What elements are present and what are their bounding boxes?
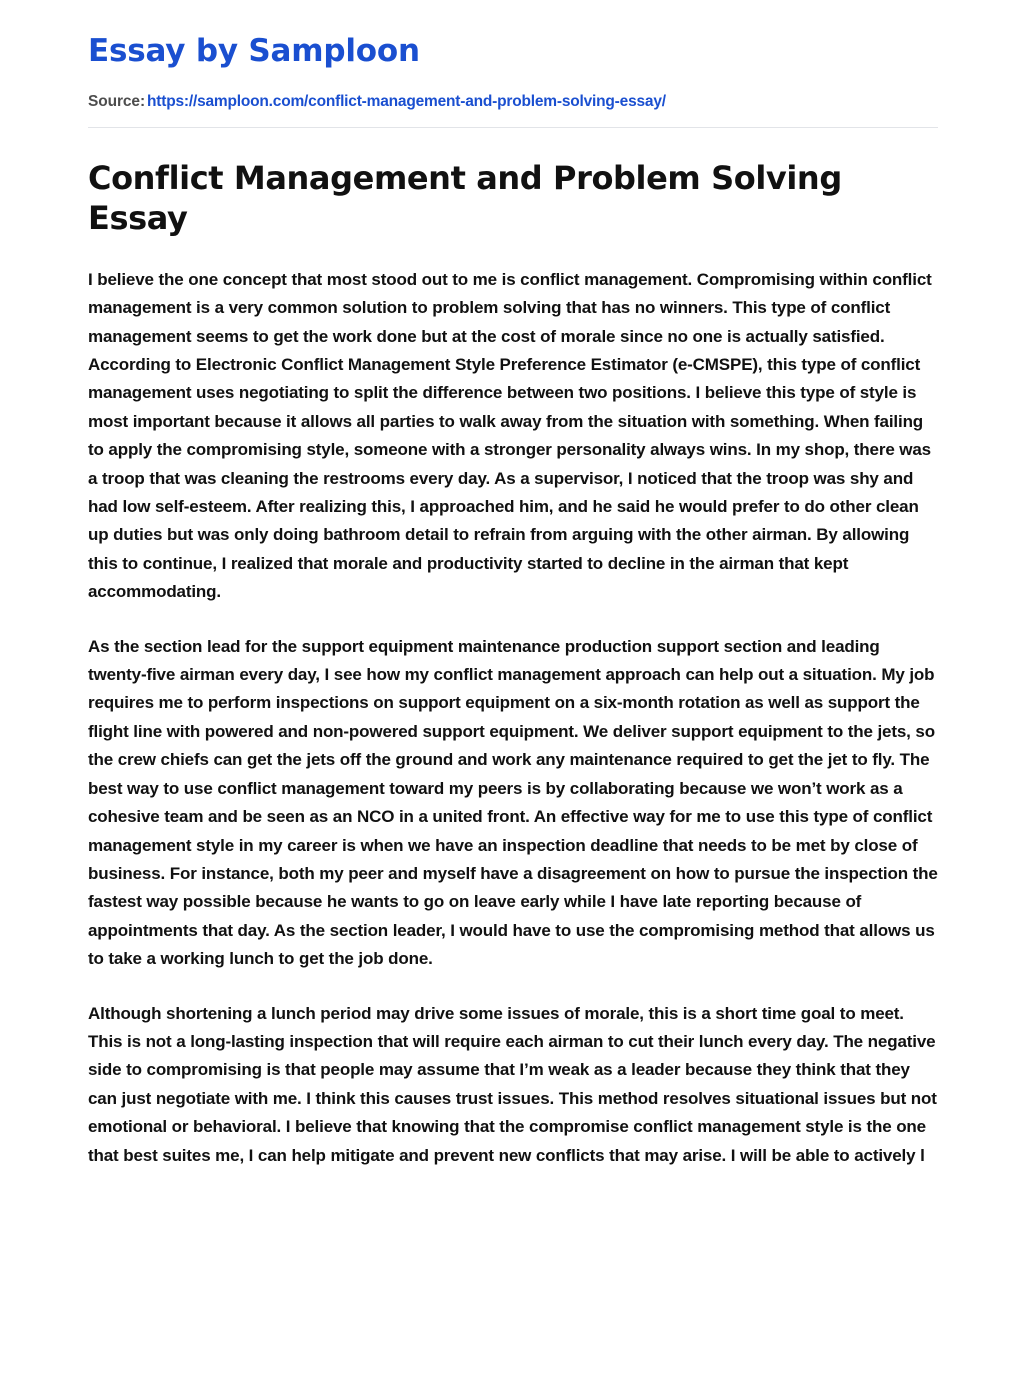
source-url-link[interactable]: https://samploon.com/conflict-management-and-problem-solving-essay/	[147, 92, 666, 110]
paragraph: Although shortening a lunch period may drive some issues of morale, this is a short time goal to meet. This is not a long-lasting inspection that will require each airman to cut their lunch every day. The negative side to compromising is that people may assume that I’m weak as a leader because they think that they can just negotiate with me. I think this causes trust issues. This method resolves situational issues but not emotional or behavioral. I believe that knowing that the compromise conflict management style is the one that best suites me, I can help mitigate and prevent new conflicts that may arise. I will be able to actively l	[88, 1003, 937, 1165]
site-logo[interactable]: Essay by Samploon	[88, 33, 420, 69]
paragraph: As the section lead for the support equipment maintenance production support section and leading twenty-five airman every day, I see how my conflict management approach can help out a situation. My job requires me to perform inspections on support equipment on a six-month rotation as well as support the flight line with powered and non-powered support equipment. We deliver support equipment to the jets, so the crew chiefs can get the jets off the ground and work any maintenance required to get the jet to fly. The best way to use conflict management toward my peers is by collaborating because we won’t work as a cohesive team and be seen as an NCO in a united front. An effective way for me to use this type of conflict management style in my career is when we have an inspection deadline that needs to be met by close of business. For instance, both my peer and myself have a disagreement on how to pursue the inspection the fastest way possible because he wants to go on leave early while I have late reporting because of appointments that day. As the section leader, I would have to use the compromising method that allows us to take a working lunch to get the job done.	[88, 636, 938, 969]
source-label: Source:	[88, 92, 146, 110]
page-title: Conflict Management and Problem Solving Essay	[88, 158, 842, 237]
paragraph: I believe the one concept that most stood out to me is conflict management. Compromising within conflict management is a very common solution to problem solving that has no winners. This type of conflict management seems to get the work done but at the cost of morale since no one is actually satisfied. According to Electronic Conflict Management Style Preference Estimator (e-CMSPE), this type of conflict management uses negotiating to split the difference between two positions. I believe this type of style is most important because it allows all parties to walk away from the situation with something. When failing to apply the compromising style, someone with a stronger personality always wins. In my shop, there was a troop that was cleaning the restrooms every day. As a supervisor, I noticed that the troop was shy and had low self-esteem. After realizing this, I approached him, and he said he would prefer to do other clean up duties but was only doing bathroom detail to refrain from arguing with the other airman. By allowing this to continue, I realized that morale and productivity started to decline in the airman that kept accommodating.	[88, 269, 932, 602]
document-body	[88, 128, 938, 1170]
site-header	[88, 0, 938, 127]
essay-text	[88, 238, 938, 1170]
source-row	[88, 92, 938, 127]
